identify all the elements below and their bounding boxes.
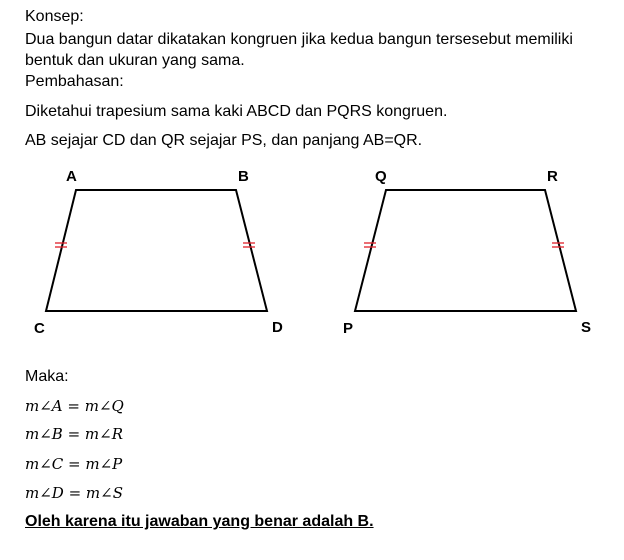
- trapezoid-pqrs-shape: [355, 190, 576, 311]
- trapezoid-abcd-shape: [46, 190, 267, 311]
- vertex-label-r: R: [547, 168, 558, 185]
- conclusion-statement: Oleh karena itu jawaban yang benar adalah B.: [25, 513, 374, 530]
- trapezoid-figure: [0, 160, 624, 345]
- vertex-label-b: B: [238, 168, 249, 185]
- discussion-heading: Pembahasan:: [25, 73, 124, 90]
- vertex-label-s: S: [581, 319, 592, 336]
- tick-mark-ac: [55, 243, 67, 247]
- given-statement: Diketahui trapesium sama kaki ABCD dan PQRS kongruen.: [25, 103, 448, 120]
- equation-angle-b-r: m∠B = m∠R: [25, 425, 124, 443]
- concept-heading: Konsep:: [25, 8, 84, 25]
- tick-mark-qp: [364, 243, 376, 247]
- trapezoid-abcd: [34, 168, 283, 337]
- concept-line-1: Dua bangun datar dikatakan kongruen jika kedua bangun tersesebut memiliki: [25, 31, 573, 48]
- parallel-statement: AB sejajar CD dan QR sejajar PS, dan panjang AB=QR.: [25, 132, 423, 149]
- vertex-label-d: D: [272, 319, 283, 336]
- vertex-label-c: C: [34, 320, 45, 337]
- vertex-label-a: A: [66, 168, 77, 185]
- equation-angle-d-s: m∠D = m∠S: [25, 484, 123, 502]
- trapezoid-pqrs: [343, 168, 591, 337]
- vertex-label-p: P: [343, 320, 354, 337]
- maka-heading: Maka:: [25, 368, 69, 385]
- tick-mark-rs: [552, 243, 564, 247]
- tick-mark-bd: [243, 243, 255, 247]
- concept-line-2: bentuk dan ukuran yang sama.: [25, 52, 245, 69]
- equation-angle-a-q: m∠A = m∠Q: [25, 397, 124, 415]
- vertex-label-q: Q: [375, 168, 387, 185]
- equation-angle-c-p: m∠C = m∠P: [25, 455, 123, 473]
